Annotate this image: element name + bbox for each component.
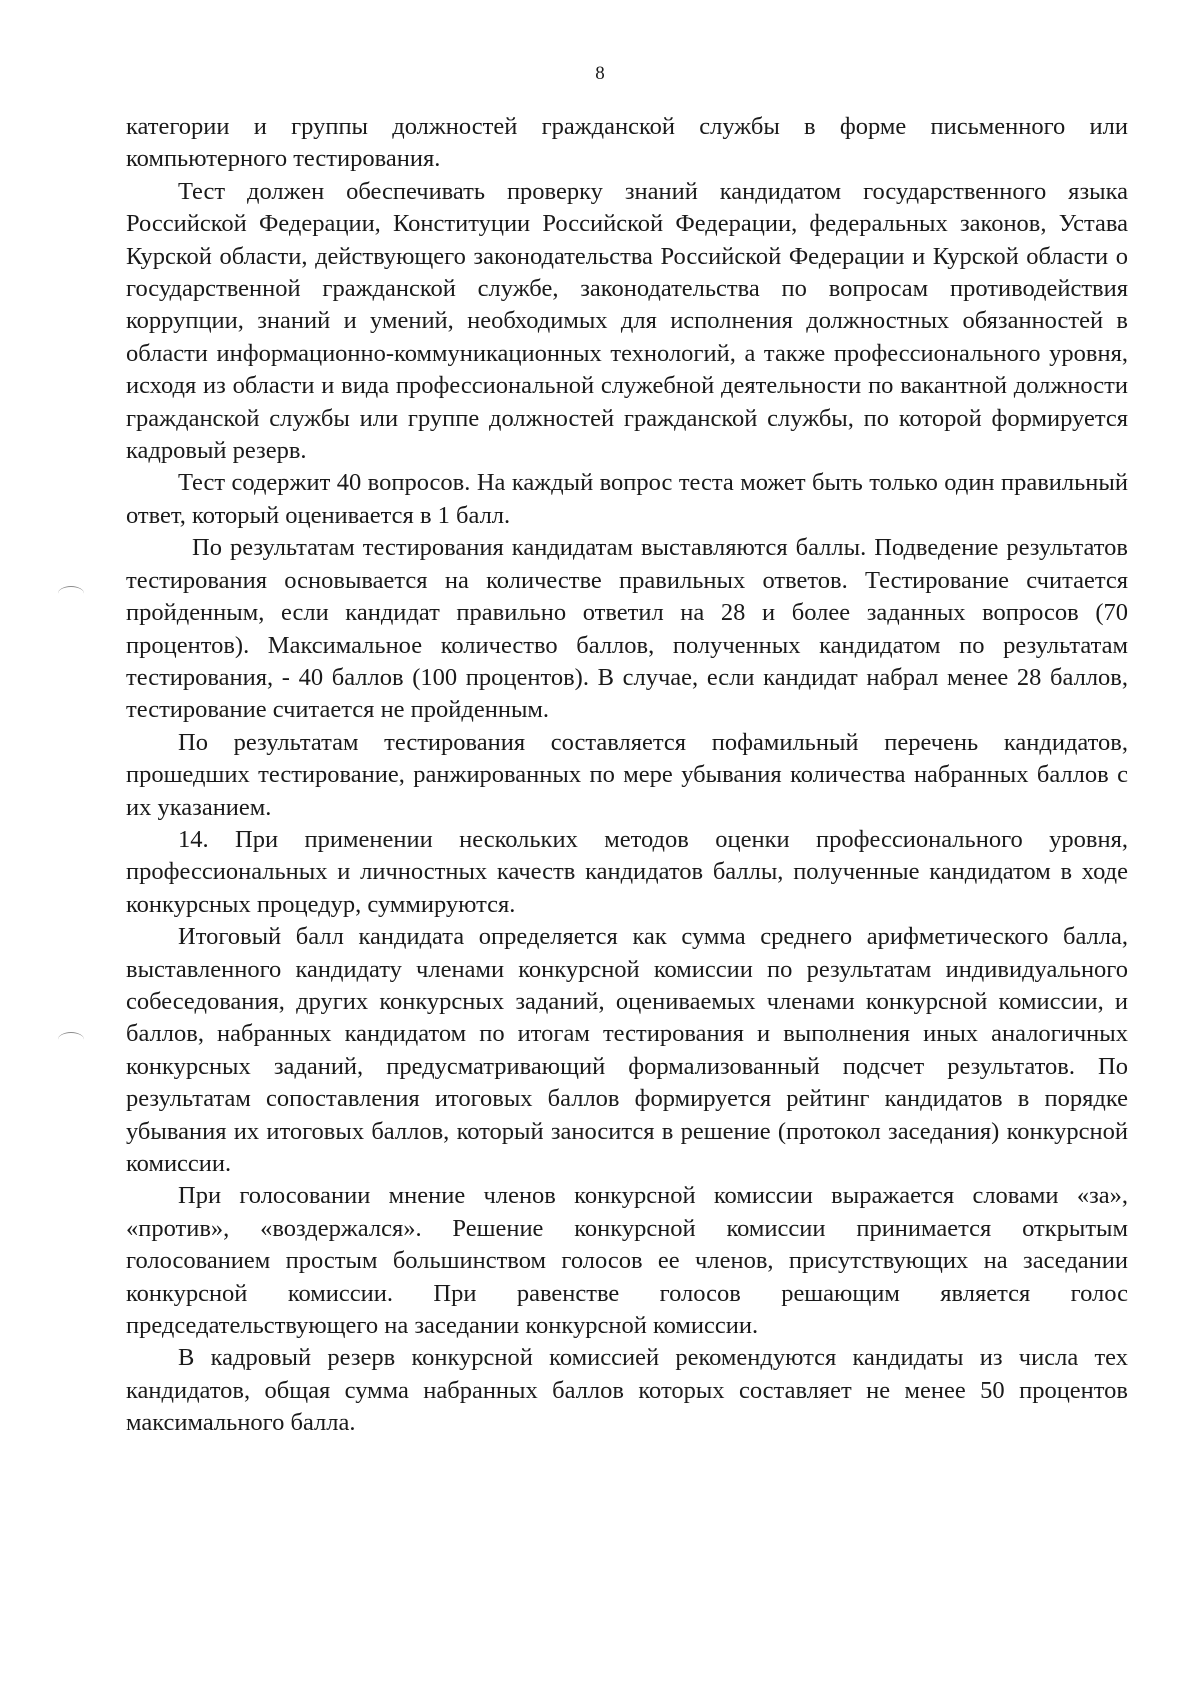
paragraph-item-14: 14. При применении нескольких методов оценки профессионального уровня, профессиональных и личностных качеств кандидатов баллы, полученные кандидатом в ходе конкурсных процедур, суммируются.	[126, 825, 1128, 918]
margin-pencil-mark	[58, 1032, 84, 1047]
margin-pencil-mark	[58, 586, 84, 601]
paragraph-test-questions: Тест содержит 40 вопросов. На каждый вопрос теста может быть только один правильный ответ, который оценивается в 1 балл.	[126, 469, 1128, 529]
paragraph-test-scoring: По результатам тестирования кандидатам выставляются баллы. Подведение результатов тестирования основывается на количестве правильных ответов. Тестирование считается пройденным, если кандидат правильно ответил на 28 и более заданных вопросов (70 процентов). Максимальное количество баллов, полученных кандидатом по результатам тестирования, - 40 баллов (100 процентов). В случае, если кандидат набрал менее 28 баллов, тестирование считается не пройденным.	[126, 534, 1128, 724]
document-body	[126, 111, 1128, 1440]
page-number: 8	[595, 63, 605, 84]
paragraph-continuation: категории и группы должностей гражданской службы в форме письменного или компьютерного тестирования.	[126, 113, 1128, 173]
paragraph-voting: При голосовании мнение членов конкурсной комиссии выражается словами «за», «против», «воздержался». Решение конкурсной комиссии принимается открытым голосованием простым большинством голосов ее членов, присутствующих на заседании конкурсной комиссии. При равенстве голосов решающим является голос председательствующего на заседании конкурсной комиссии.	[126, 1182, 1128, 1340]
paragraph-test-scope: Тест должен обеспечивать проверку знаний кандидатом государственного языка Российской Федерации, Конституции Российской Федерации, федеральных законов, Устава Курской области, действующего законодательства Российской Федерации и Курской области о государственной гражданской службе, законодательства по вопросам противодействия коррупции, знаний и умений, необходимых для исполнения должностных обязанностей в области информационно-коммуникационных технологий, а также профессионального уровня, исходя из области и вида профессиональной служебной деятельности по вакантной должности гражданской службы или группе должностей гражданской службы, по которой формируется кадровый резерв.	[126, 177, 1128, 465]
paragraph-reserve: В кадровый резерв конкурсной комиссией рекомендуются кандидаты из числа тех кандидатов, общая сумма набранных баллов которых составляет не менее 50 процентов максимального балла.	[126, 1344, 1128, 1437]
paragraph-final-score: Итоговый балл кандидата определяется как сумма среднего арифметического балла, выставленного кандидату членами конкурсной комиссии по результатам индивидуального собеседования, других конкурсных заданий, оцениваемых членами конкурсной комиссии, и баллов, набранных кандидатом по итогам тестирования и выполнения иных аналогичных конкурсных заданий, предусматривающий формализованный подсчет результатов. По результатам сопоставления итоговых баллов формируется рейтинг кандидатов в порядке убывания их итоговых баллов, который заносится в решение (протокол заседания) конкурсной комиссии.	[126, 923, 1128, 1177]
paragraph-candidate-list: По результатам тестирования составляется пофамильный перечень кандидатов, прошедших тестирование, ранжированных по мере убывания количества набранных баллов с их указанием.	[126, 728, 1128, 821]
